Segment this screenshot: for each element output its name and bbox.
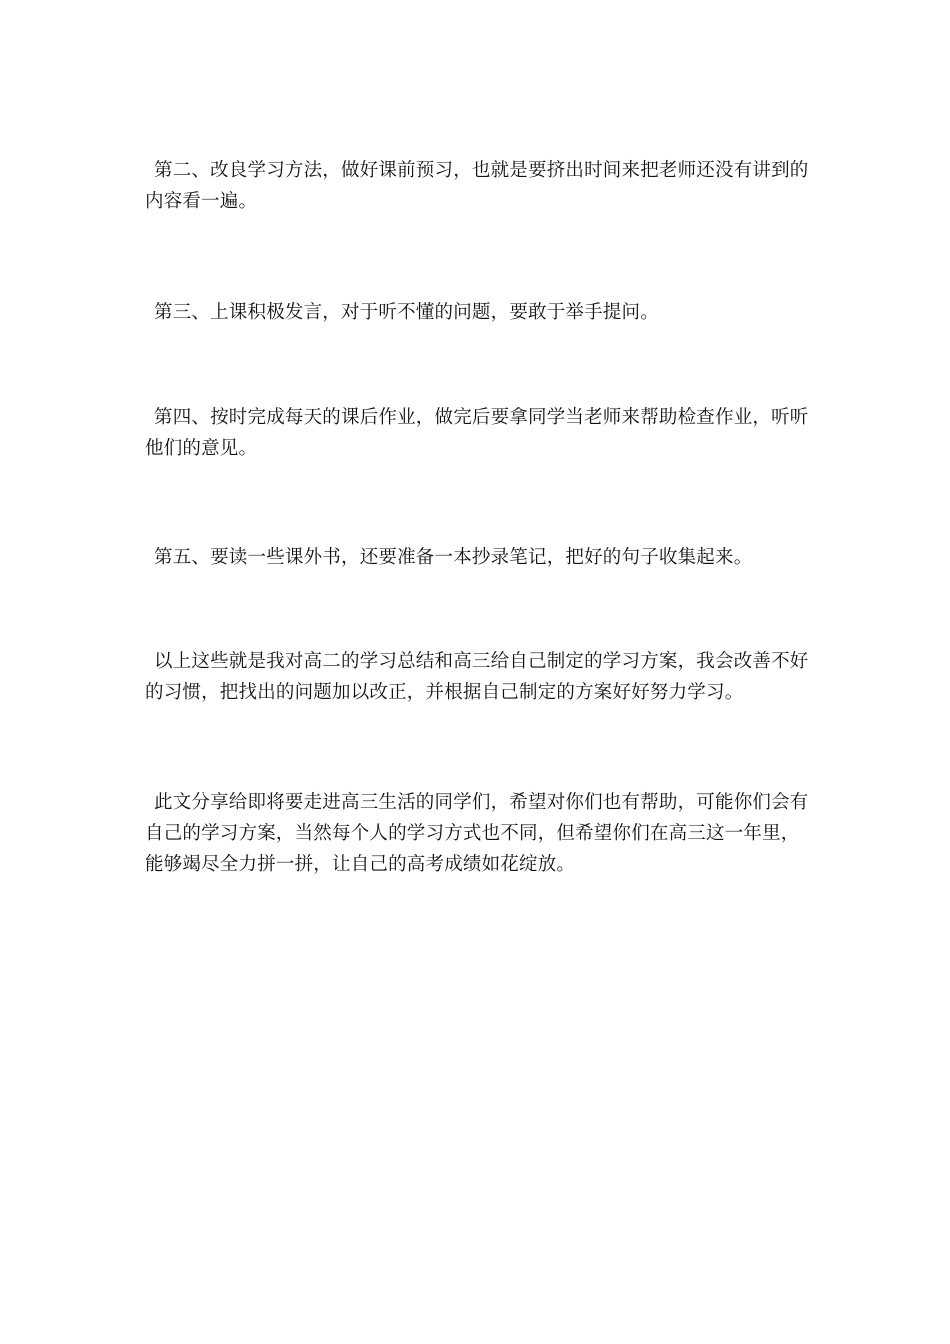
paragraph-text: 第二、改良学习方法，做好课前预习，也就是要挤出时间来把老师还没有讲到的内容看一遍。 xyxy=(145,160,809,212)
paragraph-closing xyxy=(145,787,810,880)
paragraph-step-2 xyxy=(145,155,810,217)
paragraph-summary xyxy=(145,646,810,708)
paragraph-step-4 xyxy=(145,402,810,464)
paragraph-text: 以上这些就是我对高二的学习总结和高三给自己制定的学习方案，我会改善不好的习惯，把找出的问题加以改正，并根据自己制定的方案好好努力学习。 xyxy=(145,651,809,703)
paragraph-step-3 xyxy=(145,297,810,328)
paragraph-text: 第四、按时完成每天的课后作业，做完后要拿同学当老师来帮助检查作业，听听他们的意见。 xyxy=(145,407,809,459)
paragraph-step-5 xyxy=(145,542,810,573)
paragraph-text: 第五、要读一些课外书，还要准备一本抄录笔记，把好的句子收集起来。 xyxy=(154,547,753,568)
paragraph-text: 此文分享给即将要走进高三生活的同学们，希望对你们也有帮助，可能你们会有自己的学习方案，当然每个人的学习方式也不同，但希望你们在高三这一年里，能够竭尽全力拼一拼，让自己的高考成绩如花绽放。 xyxy=(145,792,809,875)
paragraph-text: 第三、上课积极发言，对于听不懂的问题，要敢于举手提问。 xyxy=(154,302,659,323)
